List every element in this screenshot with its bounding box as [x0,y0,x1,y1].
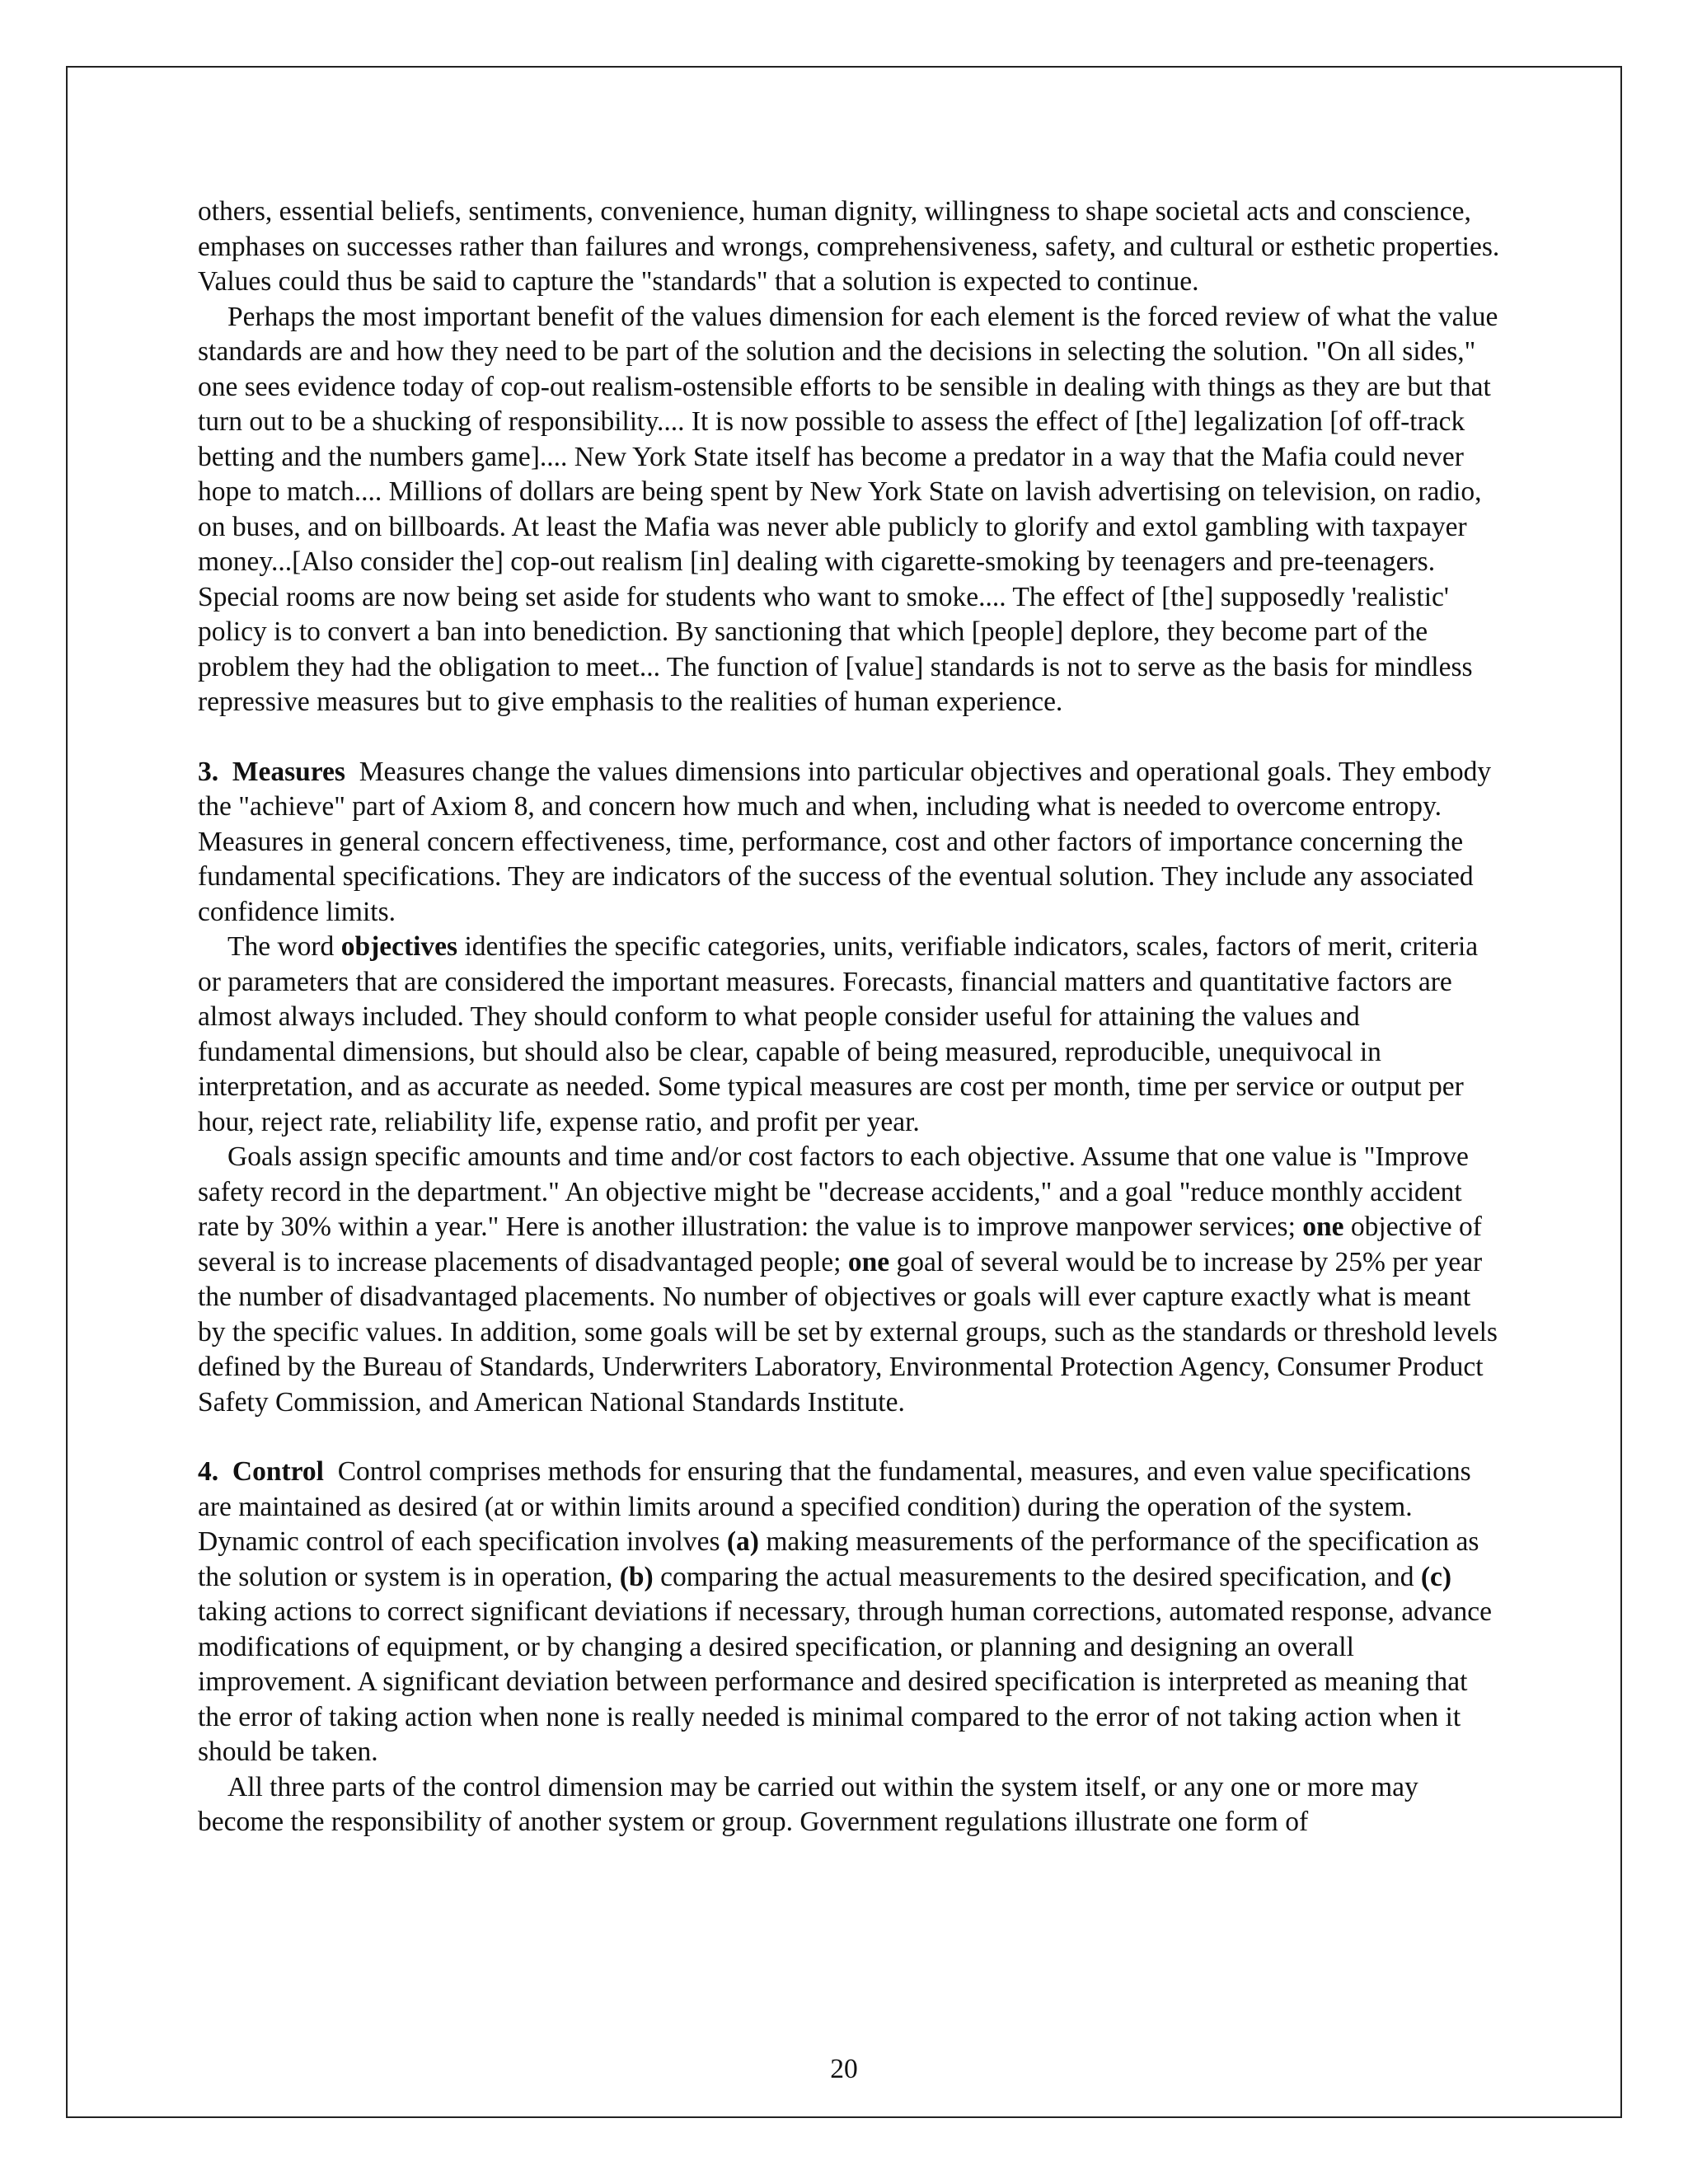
paragraph-control-parts [198,1770,1500,1840]
bold-term: one [1302,1212,1344,1242]
section-title: Measures [232,756,345,787]
paragraph-text: Measures change the values dimensions into particular objectives and operational goals. They embody the "achieve" part of Axiom 8, and concern how much and when, including what is needed to overcome entropy. Measures in general concern effectiveness, time, performance, cost and other factors of importance concerning the fundamental specifications. They are indicators of the success of the eventual solution. They include any associated confidence limits. [198,756,1492,927]
bold-term: one [847,1246,890,1277]
paragraph-text: objective of several is to increase placements of disadvantaged people; [198,1212,1482,1277]
paragraph-objectives [198,930,1500,1140]
bold-term: (c) [1420,1561,1452,1592]
document-body [198,194,1500,1840]
section-number: 3. [198,756,219,787]
paragraph-values-continued [198,194,1500,300]
section-measures [198,755,1500,930]
paragraph-text: The word [227,931,341,962]
bold-term: (b) [619,1561,654,1592]
section-title: Control [232,1456,324,1487]
paragraph-text: All three parts of the control dimension may be carried out within the system itself, or any one or more may become the responsibility of another system or group. Government regulations illustrate one form of [198,1771,1418,1837]
paragraph-goals [198,1140,1500,1420]
paragraph-text: Goals assign specific amounts and time and/or cost factors to each objective. Assume that one value is "Improve safety record in the department." An objective might be "decrease accidents," and a goal "reduce monthly accident rate by 30% within a year." Here is another illustration: the value is to improve manpower services; [198,1141,1469,1242]
paragraph-text: making measurements of the performance of the specification as the solution or system is in operation, [198,1526,1479,1592]
paragraph-text: goal of several would be to increase by 25% per year the number of disadvantaged placements. No number of objectives or goals will ever capture exactly what is meant by the specific values. In addition, some goals will be set by external groups, such as the standards or threshold levels defined by the Bureau of Standards, Underwriters Laboratory, Environmental Protection Agency, Consumer Product Safety Commission, and American National Standards Institute. [198,1246,1498,1418]
page-number: 20 [830,2054,858,2084]
paragraph-text: identifies the specific categories, units, verifiable indicators, scales, factors of merit, criteria or parameters that are considered the important measures. Forecasts, financial matters and quantitative factors are almost always included. They should conform to what people consider useful for attaining the values and fundamental dimensions, but should also be clear, capable of being measured, reproducible, unequivocal in interpretation, and as accurate as needed. Some typical measures are cost per month, time per service or output per hour, reject rate, reliability life, expense ratio, and profit per year. [198,931,1479,1137]
section-control [198,1455,1500,1770]
paragraph-text: others, essential beliefs, sentiments, convenience, human dignity, willingness to shape societal acts and conscience, emphases on successes rather than failures and wrongs, comprehensiveness, safety, and cultural or esthetic properties. Values could thus be said to capture the "standards" that a solution is expected to continue. [198,196,1500,297]
paragraph-text: comparing the actual measurements to the desired specification, and [653,1561,1421,1592]
paragraph-text: Control comprises methods for ensuring that the fundamental, measures, and even value specifications are maintained as desired (at or within limits around a specified condition) during the operation of the system. Dynamic control of each specification involves [198,1456,1471,1557]
bold-term: (a) [726,1526,759,1557]
paragraph-text: Perhaps the most important benefit of the values dimension for each element is the forced review of what the value standards are and how they need to be part of the solution and the decisions in selecting the solution. "On all sides," one sees evidence today of cop-out realism-ostensible efforts to be sensible in dealing with things as they are but that turn out to be a shucking of responsibility.... It is now possible to assess the effect of [the] legalization [of off-track betting and the numbers game].... New York State itself has become a predator in a way that the Mafia could never hope to match.... Millions of dollars are being spent by New York State on lavish advertising on television, on radio, on buses, and on billboards. At least the Mafia was never able publicly to glorify and extol gambling with taxpayer money...[Also consider the] cop-out realism [in] dealing with cigarette-smoking by teenagers and pre-teenagers. Special rooms are now being set aside for students who want to smoke.... The effect of [the] supposedly 'realistic' policy is to convert a ban into benediction. By sanctioning that which [people] deplore, they become part of the problem they had the obligation to meet... The function of [value] standards is not to serve as the basis for mindless repressive measures but to give emphasis to the realities of human experience. [198,301,1498,717]
bold-term: objectives [340,931,458,962]
paragraph-text: taking actions to correct significant deviations if necessary, through human corrections, automated response, advance modifications of equipment, or by changing a desired specification, or planning and designing an overall improvement. A significant deviation between performance and desired specification is interpreted as meaning that the error of taking action when none is really needed is minimal compared to the error of not taking action when it should be taken. [198,1596,1492,1767]
section-number: 4. [198,1456,219,1487]
paragraph-values-benefit [198,300,1500,720]
